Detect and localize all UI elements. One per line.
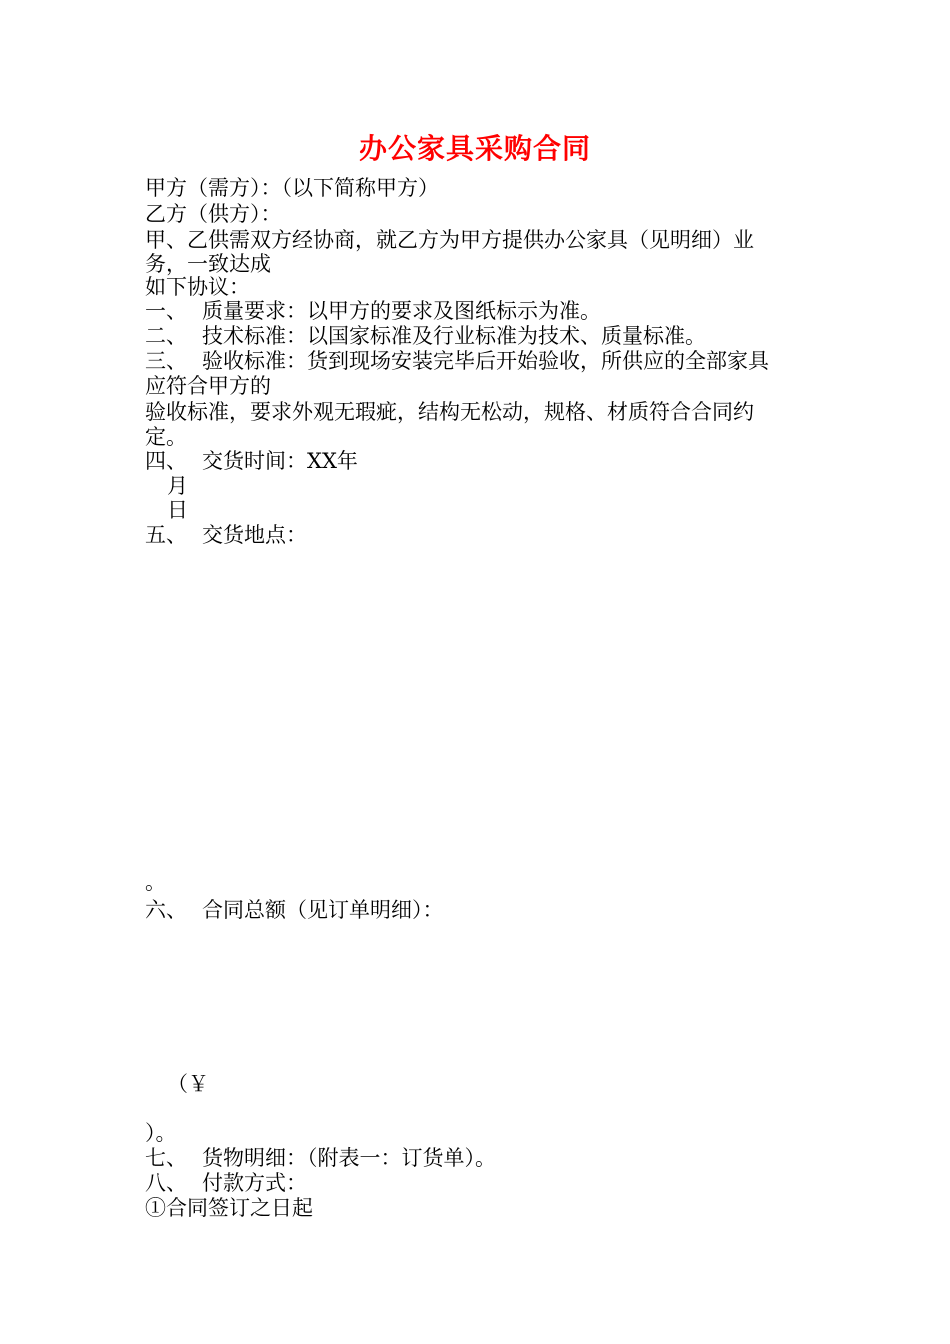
intro-line-1: 甲、乙供需双方经协商，就乙方为甲方提供办公家具（见明细）业 <box>145 228 754 252</box>
clause-number: 七、 <box>145 1146 187 1170</box>
clause-1 <box>145 298 601 324</box>
clause-3-continued-1: 应符合甲方的 <box>145 374 271 398</box>
clause-text: 货物明细：（附表一：订货单）。 <box>202 1146 496 1170</box>
clause-3-continued-3: 定。 <box>145 425 187 449</box>
clause-number: 五、 <box>145 523 187 547</box>
intro-line-2: 务，一致达成 <box>145 252 271 276</box>
delivery-day: 日 <box>167 498 188 522</box>
delivery-month: 月 <box>167 474 188 498</box>
clause-4 <box>145 448 358 474</box>
intro-line-3: 如下协议： <box>145 275 250 299</box>
clause-text: 合同总额（见订单明细）： <box>202 898 444 922</box>
amount-close: ）。 <box>145 1121 177 1145</box>
clause-text: 付款方式： <box>202 1171 307 1195</box>
clause-number: 六、 <box>145 898 187 922</box>
clause-number: 三、 <box>145 349 187 373</box>
party-b-line: 乙方（供方）： <box>145 202 282 226</box>
clause-text: 技术标准：以国家标准及行业标准为技术、质量标准。 <box>202 324 706 348</box>
document-title: 办公家具采购合同 <box>358 132 591 165</box>
clause-3 <box>145 348 769 374</box>
party-a-line: 甲方（需方）：（以下简称甲方） <box>145 176 439 200</box>
clause-text: 交货时间：XX年 <box>202 449 358 473</box>
amount-open: （￥ <box>167 1072 209 1096</box>
payment-item-1: ①合同签订之日起 <box>145 1196 313 1220</box>
clause-number: 八、 <box>145 1171 187 1195</box>
clause-text: 交货地点： <box>202 523 307 547</box>
clause-text: 质量要求：以甲方的要求及图纸标示为准。 <box>202 299 601 323</box>
clause-2 <box>145 323 706 349</box>
clause-text: 验收标准：货到现场安装完毕后开始验收，所供应的全部家具 <box>202 349 769 373</box>
clause-7 <box>145 1145 496 1171</box>
clause-3-continued-2: 验收标准，要求外观无瑕疵，结构无松动，规格、材质符合合同约 <box>145 400 754 424</box>
clause-number: 四、 <box>145 449 187 473</box>
delivery-location-end: 。 <box>145 870 166 894</box>
clause-number: 一、 <box>145 299 187 323</box>
clause-number: 二、 <box>145 324 187 348</box>
clause-5 <box>145 522 307 548</box>
clause-8 <box>145 1170 307 1196</box>
clause-6 <box>145 897 444 923</box>
